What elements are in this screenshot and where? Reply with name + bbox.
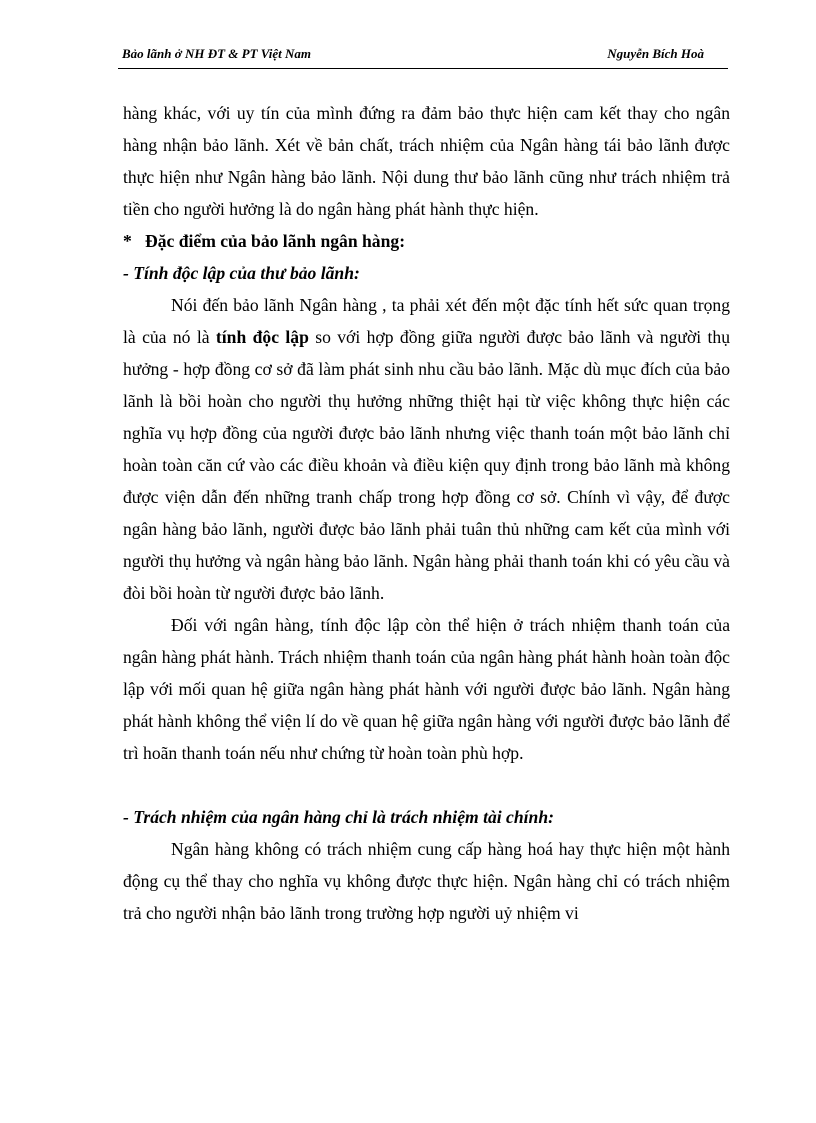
header-author: Nguyễn Bích Hoà	[607, 46, 704, 61]
section-heading-text: Đặc điểm của bảo lãnh ngân hàng:	[145, 231, 406, 251]
paragraph-text-part-2: so với hợp đồng giữa người được bảo lãnh và người thụ hưởng - hợp đồng cơ sở đã làm phát sinh nhu cầu bảo lãnh. Mặc dù mục đích của bảo lãnh là bồi hoàn cho người thụ hưởng những thiệt hại từ việc không thực hiện các nghĩa vụ hợp đồng của người được bảo lãnh nhưng việc thanh toán một bảo lãnh chỉ hoàn toàn căn cứ vào các điều khoản và điều kiện quy định trong bảo lãnh mà không được viện dẫn đến những tranh chấp trong hợp đồng cơ sở. Chính vì vậy, để được ngân hàng bảo lãnh, người được bảo lãnh phải tuân thủ những cam kết của mình với người thụ hưởng và ngân hàng bảo lãnh. Ngân hàng phải thanh toán khi có yêu cầu và đòi bồi hoàn từ người được bảo lãnh.	[123, 327, 730, 603]
bullet-star: *	[123, 231, 132, 251]
bold-term: tính độc lập	[215, 327, 309, 347]
paragraph-bank-independence: Đối với ngân hàng, tính độc lập còn thể hiện ở trách nhiệm thanh toán của ngân hàng phát hành. Trách nhiệm thanh toán của ngân hàng phát hành hoàn toàn độc lập với mối quan hệ giữa ngân hàng phát hành với người được bảo lãnh. Ngân hàng phát hành không thể viện lí do về quan hệ giữa ngân hàng với người được bảo lãnh để trì hoãn thanh toán nếu như chứng từ hoàn toàn phù hợp.	[123, 615, 730, 763]
section-heading	[123, 225, 730, 257]
subheading-financial-responsibility: - Trách nhiệm của ngân hàng chỉ là trách nhiệm tài chính:	[123, 807, 554, 827]
header-title: Bảo lãnh ở NH ĐT & PT Việt Nam	[122, 46, 311, 61]
spacer	[123, 769, 730, 801]
paragraph-continuation: hàng khác, với uy tín của mình đứng ra đảm bảo thực hiện cam kết thay cho ngân hàng nhận bảo lãnh. Xét về bản chất, trách nhiệm của Ngân hàng tái bảo lãnh được thực hiện như Ngân hàng bảo lãnh. Nội dung thư bảo lãnh cũng như trách nhiệm trả tiền cho người hưởng là do ngân hàng phát hành thực hiện.	[123, 103, 730, 219]
paragraph-financial-responsibility: Ngân hàng không có trách nhiệm cung cấp hàng hoá hay thực hiện một hành động cụ thể thay cho nghĩa vụ không được thực hiện. Ngân hàng chỉ có trách nhiệm trả cho người nhận bảo lãnh trong trường hợp người uỷ nhiệm vi	[123, 839, 730, 923]
document-body	[123, 97, 730, 929]
paragraph-text-part-1: Nói đến bảo lãnh Ngân hàng , ta phải xét đến một đặc tính hết sức quan trọng là của nó là	[123, 295, 730, 347]
page-header	[118, 38, 728, 69]
paragraph-independence	[123, 289, 730, 609]
subheading-independence: - Tính độc lập của thư bảo lãnh:	[123, 263, 360, 283]
